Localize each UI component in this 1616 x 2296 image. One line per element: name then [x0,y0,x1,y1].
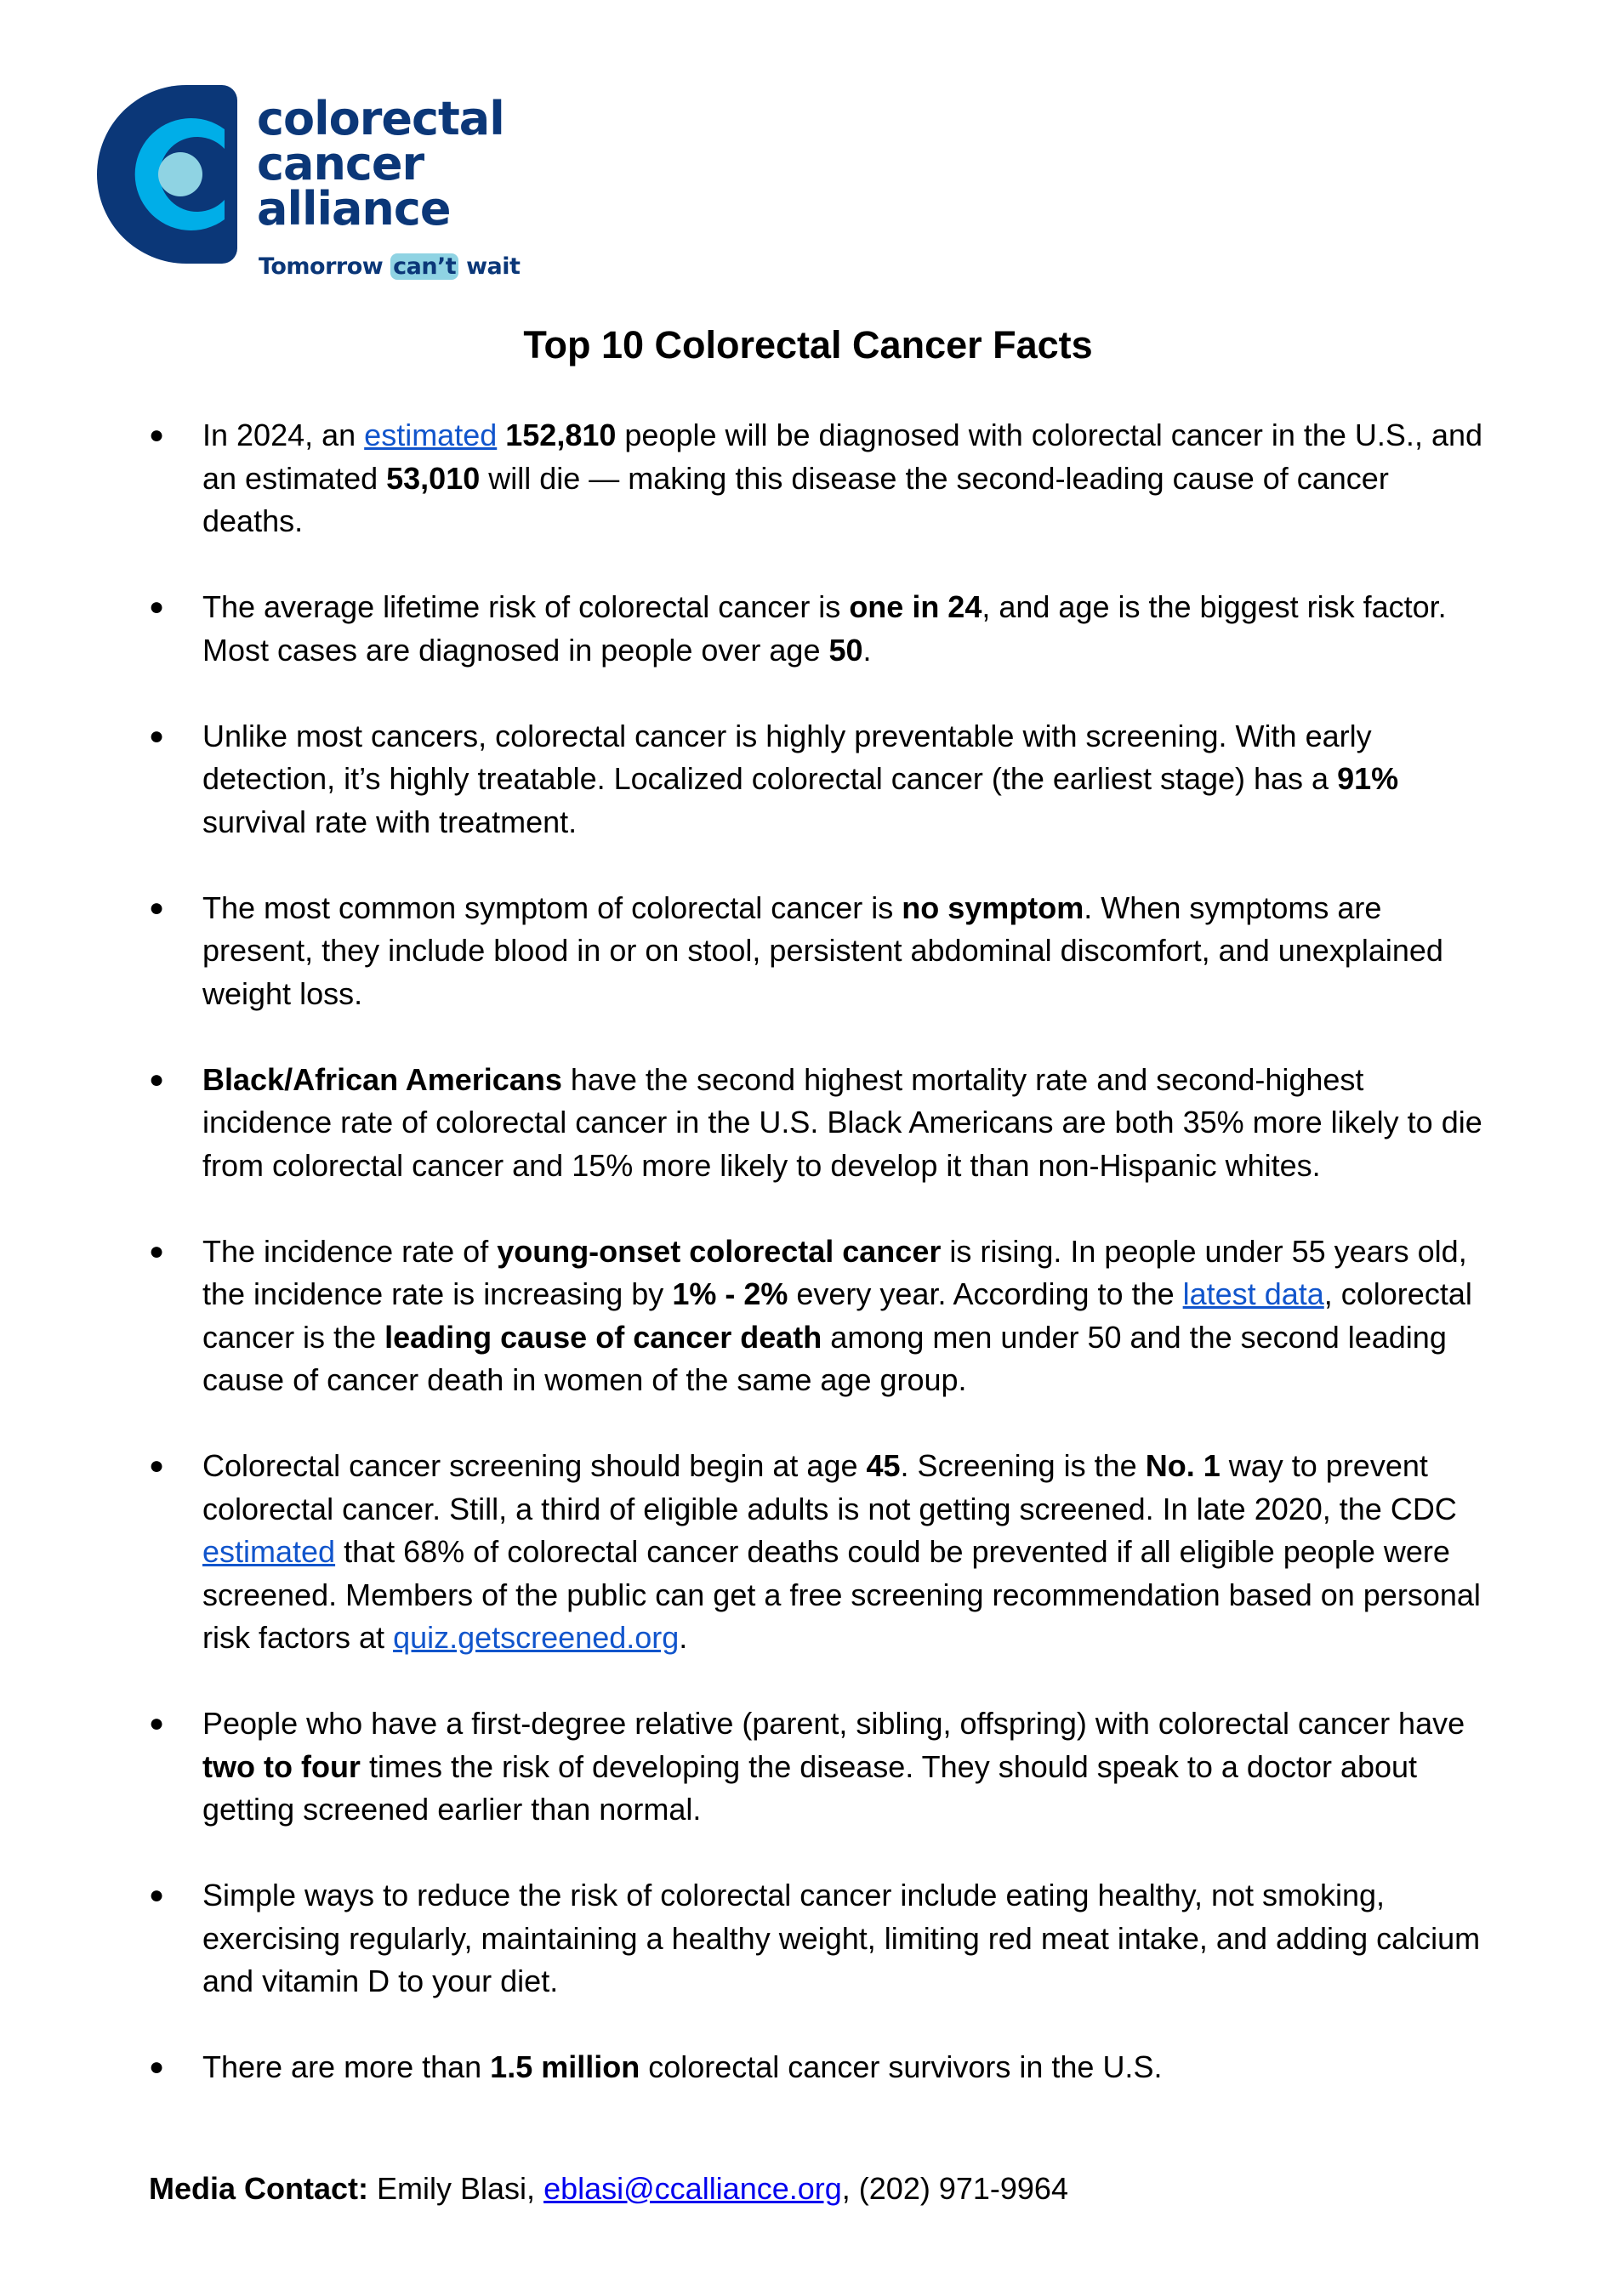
fact-text: survival rate with treatment. [202,804,578,839]
fact-text: The incidence rate of [202,1233,498,1269]
fact-link[interactable]: quiz.getscreened.org [393,1620,680,1655]
logo-wordmark [257,92,504,236]
tagline-highlight: can’t [390,253,458,280]
media-contact-phone: , (202) 971-9964 [841,2171,1068,2206]
bullet-icon: ● [149,1709,165,1737]
fact-text: . Screening is the [900,1448,1146,1483]
fact-text: , colorectal cancer is the [202,1276,1472,1355]
media-contact [149,2168,1068,2210]
fact-emphasis: young-onset colorectal cancer [497,1233,942,1269]
tagline-post: wait [458,253,521,280]
fact-text [497,418,505,452]
fact-link[interactable]: estimated [202,1534,336,1569]
fact-text: . [862,632,872,668]
fact-text: . [679,1620,688,1655]
fact-item [149,715,1493,844]
logo [97,85,539,289]
fact-item [149,1230,1493,1402]
bullet-icon: ● [149,421,165,449]
logo-tagline [259,253,520,280]
bullet-icon: ● [149,593,165,621]
page-title: Top 10 Colorectal Cancer Facts [523,323,1093,367]
media-contact-email-link[interactable]: eblasi@ccalliance.org [543,2171,842,2206]
fact-text: There are more than [202,2049,491,2084]
fact-text: people will be diagnosed with colorectal cancer in the U.S., and an estimated [202,418,1483,496]
logo-word-1: colorectal [257,92,504,145]
fact-text: Unlike most cancers, colorectal cancer is highly preventable with screening. With early detection, it’s highly treatable. Localized colorectal cancer (the earliest stage) has a [202,718,1372,796]
fact-item [149,586,1493,672]
fact-text: In 2024, an [202,418,365,452]
bullet-icon: ● [149,1881,165,1909]
media-contact-name: Emily Blasi, [368,2171,544,2206]
fact-item [149,887,1493,1016]
fact-text: People who have a first-degree relative (parent, sibling, offspring) with colorectal cancer have [202,1706,1465,1741]
fact-text: way to prevent colorectal cancer. Still, a third of eligible adults is not getting screened. In late 2020, the CDC [202,1448,1457,1526]
fact-item [149,1702,1493,1832]
fact-emphasis: 45 [866,1448,901,1483]
media-contact-label: Media Contact: [149,2171,369,2206]
fact-text: The average lifetime risk of colorectal cancer is [202,589,850,624]
fact-emphasis: 50 [828,632,863,668]
logo-mark-icon [97,85,237,264]
facts-list [149,414,1493,2132]
fact-emphasis: Black/African Americans [202,1061,562,1097]
bullet-icon: ● [149,893,165,922]
fact-item [149,1445,1493,1660]
bullet-icon: ● [149,1236,165,1265]
fact-text: The most common symptom of colorectal cancer is [202,889,902,925]
fact-text: , and age is the biggest risk factor. Most cases are diagnosed in people over age [202,589,1447,668]
fact-text: Simple ways to reduce the risk of colorectal cancer include eating healthy, not smoking, exercising regularly, maintaining a healthy weight, limiting red meat intake, and adding calcium and vitamin D to your diet. [202,1878,1481,1998]
fact-text: is rising. In people under 55 years old, the incidence rate is increasing by [202,1233,1467,1311]
fact-emphasis: one in 24 [849,589,982,624]
fact-emphasis: No. 1 [1145,1448,1221,1483]
fact-emphasis: 1.5 million [490,2049,640,2084]
fact-emphasis: no symptom [902,889,1084,925]
bullet-icon: ● [149,1452,165,1480]
fact-emphasis: 152,810 [505,418,617,452]
bullet-icon: ● [149,721,165,750]
fact-link[interactable]: latest data [1182,1276,1324,1311]
fact-link[interactable]: estimated [364,418,498,452]
fact-text: among men under 50 and the second leading cause of cancer death in women of the same age group. [202,1319,1447,1397]
fact-item [149,2046,1493,2089]
fact-item [149,1059,1493,1188]
tagline-pre: Tomorrow [259,253,391,280]
fact-text: Colorectal cancer screening should begin at age [202,1448,867,1483]
fact-text: that 68% of colorectal cancer deaths could be prevented if all eligible people were screened. Members of the public can get a free screening recommendation based on personal risk factors at [202,1534,1481,1655]
fact-emphasis: two to four [202,1748,361,1784]
fact-text: times the risk of developing the disease. They should speak to a doctor about getting screened earlier than normal. [202,1748,1418,1827]
bullet-icon: ● [149,1065,165,1094]
fact-text: have the second highest mortality rate and second-highest incidence rate of colorectal cancer in the U.S. Black Americans are both 35% more likely to die from colorectal cancer and 15% more likely to develop it than non-Hispanic whites. [202,1061,1482,1183]
logo-word-2: cancer [257,137,424,190]
fact-item [149,414,1493,543]
fact-emphasis: 1% - 2% [672,1276,788,1311]
fact-text: colorectal cancer survivors in the U.S. [640,2049,1163,2084]
logo-word-3: alliance [257,182,451,236]
fact-item [149,1874,1493,2003]
fact-emphasis: 53,010 [386,460,481,496]
bullet-icon: ● [149,2053,165,2081]
fact-emphasis: 91% [1337,761,1399,796]
fact-text: will die — making this disease the second-leading cause of cancer deaths. [202,460,1389,538]
fact-text: . When symptoms are present, they include blood in or on stool, persistent abdominal discomfort, and unexplained weight loss. [202,889,1443,1011]
fact-text: every year. According to the [788,1276,1183,1311]
fact-emphasis: leading cause of cancer death [384,1319,822,1355]
